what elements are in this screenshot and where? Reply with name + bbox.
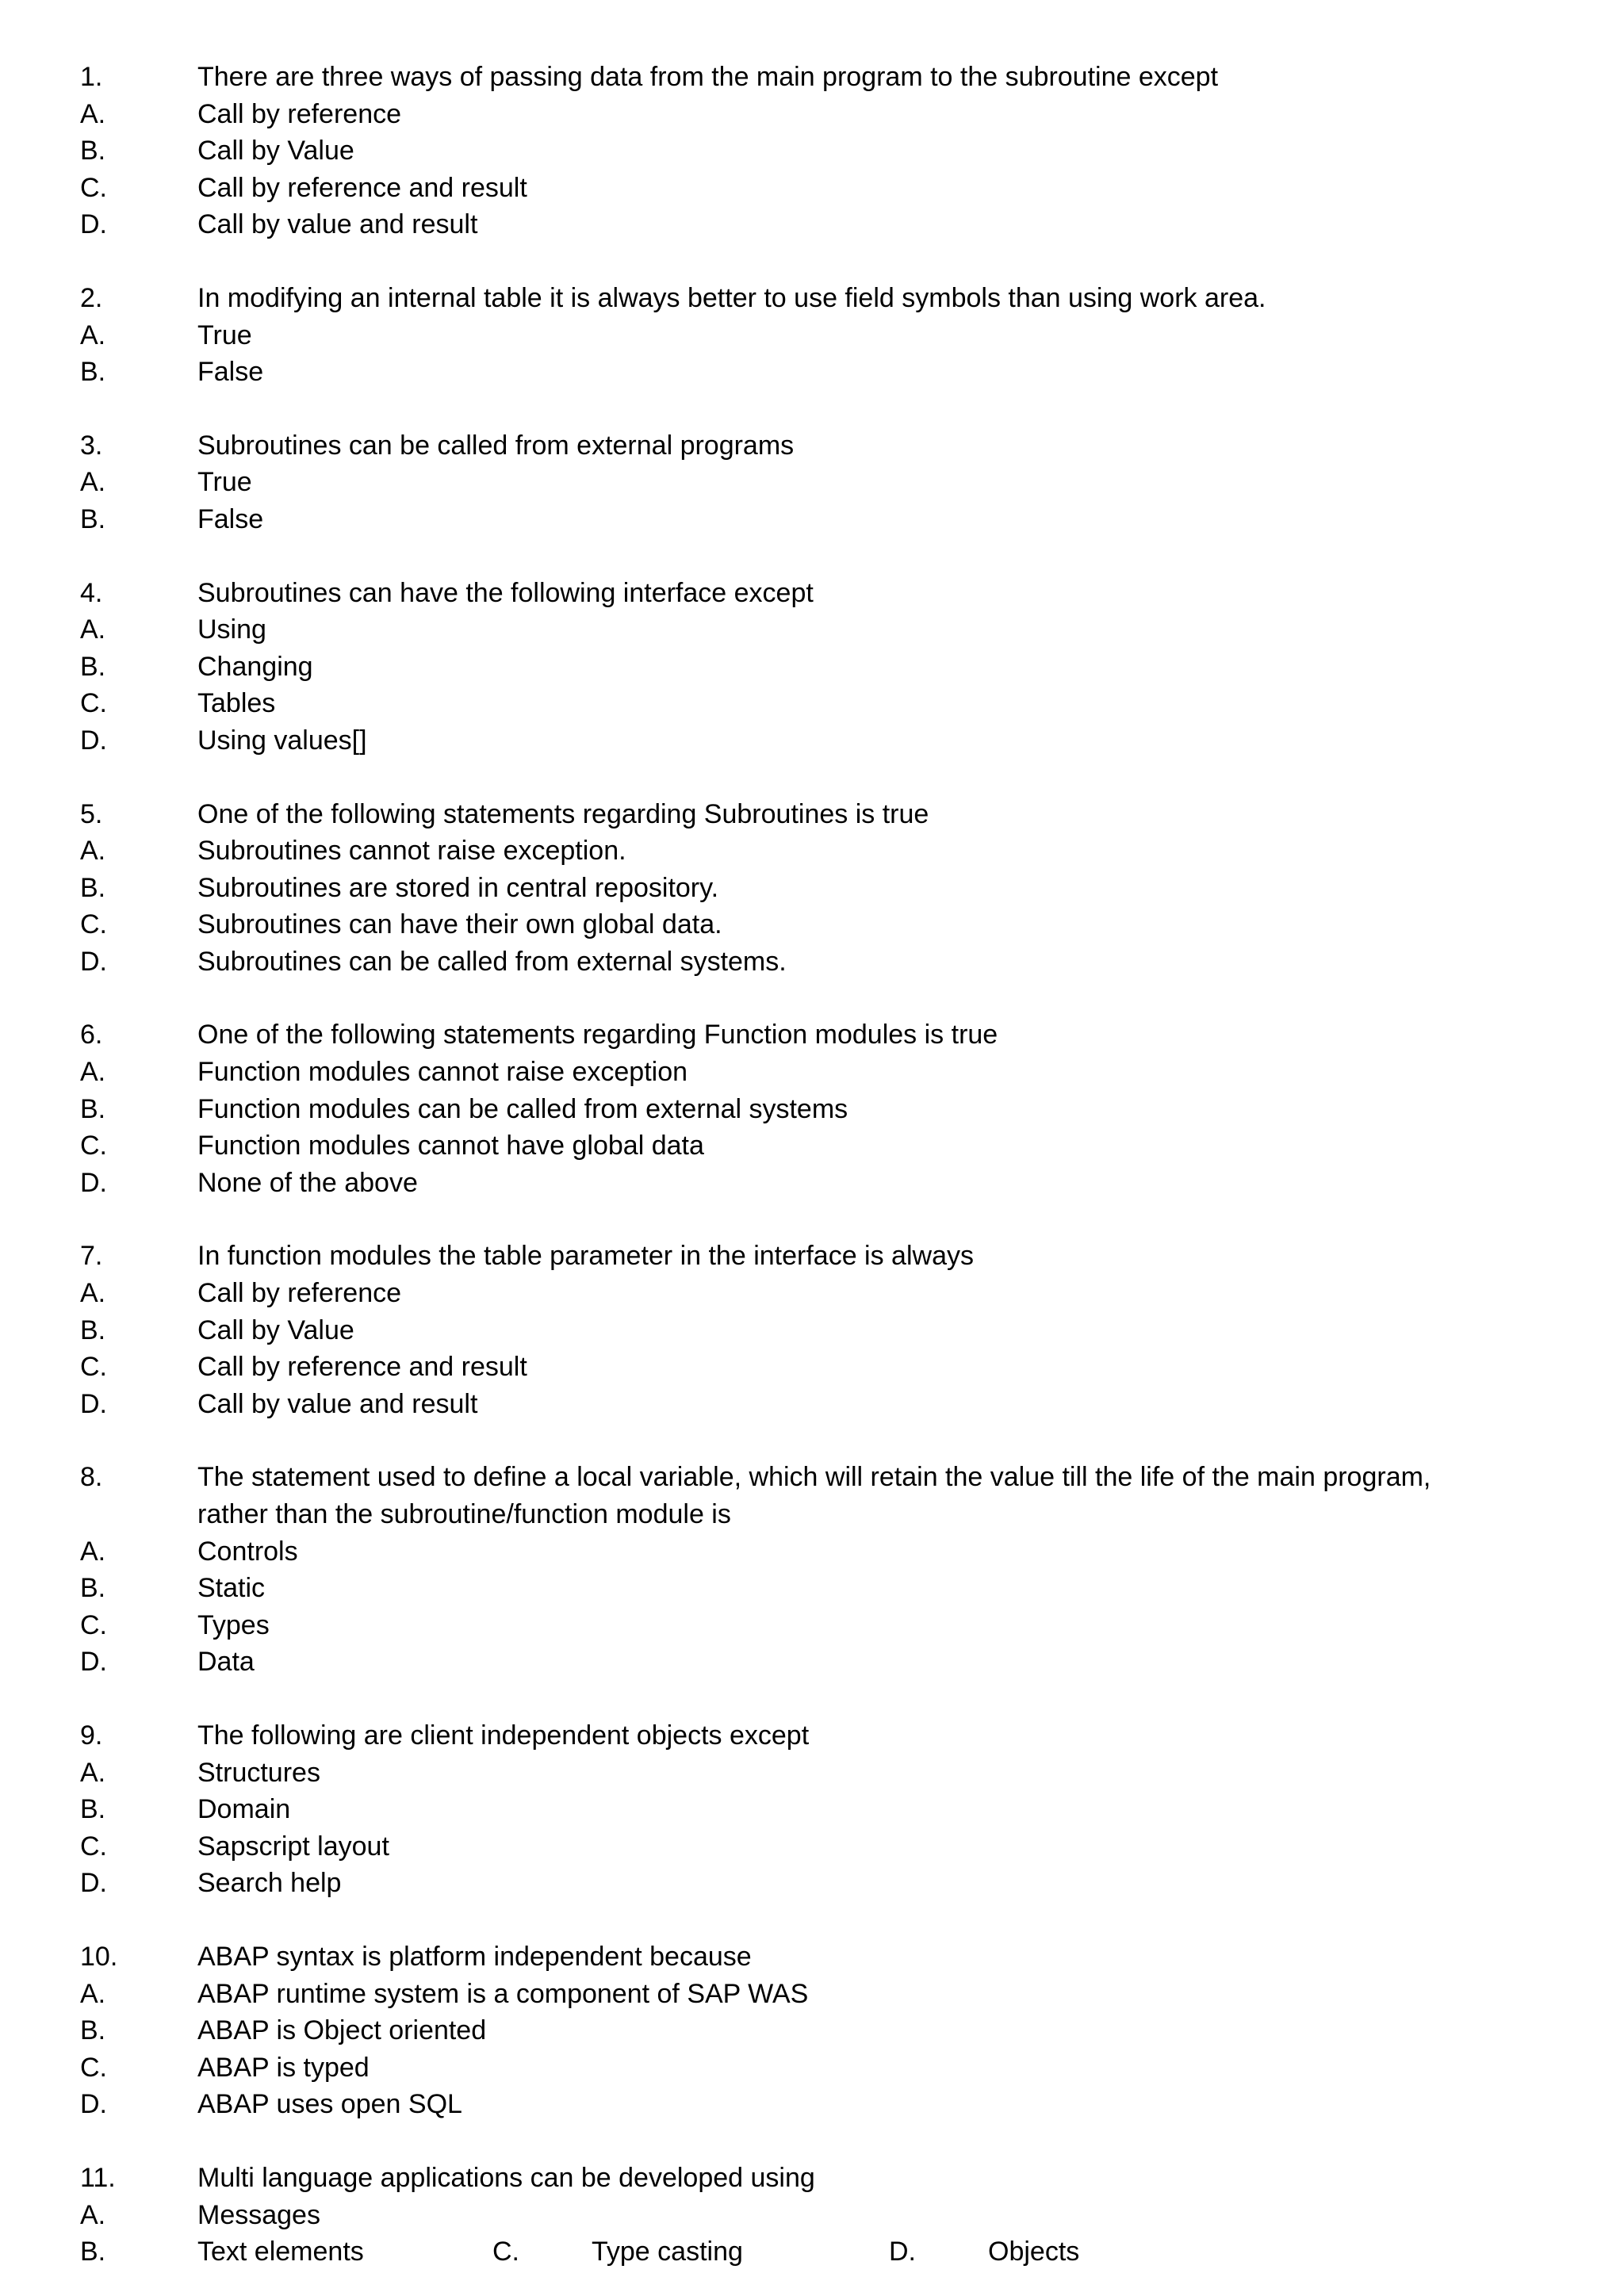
option-text: Static xyxy=(197,1573,266,1604)
option-text: Call by Value xyxy=(197,136,354,166)
option-d xyxy=(0,206,1624,243)
option-text: Call by reference xyxy=(197,1278,402,1309)
question-number: 11. xyxy=(80,2162,116,2193)
option-label: C. xyxy=(80,909,107,940)
option-text: Types xyxy=(197,1609,270,1640)
option-text: Subroutines can have their own global data. xyxy=(197,909,722,940)
option-b xyxy=(0,1091,1624,1128)
question-text: Subroutines can have the following interface except xyxy=(197,577,814,608)
option-label: A. xyxy=(80,1978,106,2009)
option-a xyxy=(0,1755,1624,1792)
option-text: Tables xyxy=(197,688,276,719)
option-a xyxy=(0,611,1624,649)
option-c xyxy=(0,1349,1624,1386)
question-text: The following are client independent objects except xyxy=(197,1720,810,1751)
option-label: C. xyxy=(80,1131,107,1161)
option-label: A. xyxy=(80,2199,106,2230)
option-text: Function modules cannot have global data xyxy=(197,1131,704,1161)
option-text: Sapscript layout xyxy=(197,1831,389,1862)
question-stem xyxy=(0,796,1624,833)
option-a xyxy=(0,2197,1624,2234)
option-label: A. xyxy=(80,467,106,498)
question-number: 3. xyxy=(80,430,103,461)
question-number: 4. xyxy=(80,577,103,608)
question-stem xyxy=(0,280,1624,317)
question-text: There are three ways of passing data from the main program to the subroutine except xyxy=(197,62,1219,92)
option-b xyxy=(0,1312,1624,1349)
question-text: One of the following statements regarding Subroutines is true xyxy=(197,798,929,829)
option-text: True xyxy=(197,320,252,350)
option-text: Call by reference xyxy=(197,98,402,129)
option-d xyxy=(0,1644,1624,1681)
question-stem xyxy=(0,1717,1624,1755)
option-label: C. xyxy=(80,172,107,203)
option-text: Domain xyxy=(197,1794,291,1825)
option-c xyxy=(0,1127,1624,1165)
option-d xyxy=(0,2086,1624,2123)
option-label: B. xyxy=(80,1093,106,1124)
option-text: Call by Value xyxy=(197,1314,354,1345)
option-b xyxy=(0,649,1624,686)
question-number: 5. xyxy=(80,798,103,829)
option-c xyxy=(0,2049,1624,2087)
option-c xyxy=(0,1828,1624,1866)
option-a xyxy=(0,1976,1624,2013)
question-number: 1. xyxy=(80,62,103,92)
option-text: Data xyxy=(197,1647,255,1678)
option-label: D. xyxy=(80,946,107,977)
question-stem xyxy=(0,1238,1624,1275)
option-label: B. xyxy=(80,2237,106,2267)
question-7 xyxy=(0,1238,1624,1422)
question-stem xyxy=(0,1938,1624,1976)
option-c xyxy=(0,1607,1624,1644)
option-b xyxy=(0,132,1624,170)
option-c-label: C. xyxy=(492,2237,519,2267)
option-label: B. xyxy=(80,1314,106,1345)
option-b xyxy=(0,870,1624,907)
question-stem xyxy=(0,59,1624,96)
option-text: Call by value and result xyxy=(197,209,478,240)
option-label: B. xyxy=(80,1794,106,1825)
option-text: Using values[] xyxy=(197,725,367,756)
option-label: D. xyxy=(80,1388,107,1419)
option-text: Subroutines can be called from external systems. xyxy=(197,946,787,977)
option-label: B. xyxy=(80,872,106,903)
option-label: A. xyxy=(80,1057,106,1088)
question-4 xyxy=(0,575,1624,760)
question-stem xyxy=(0,427,1624,465)
option-d-label: D. xyxy=(889,2237,916,2267)
option-text: Controls xyxy=(197,1536,298,1567)
option-label: B. xyxy=(80,357,106,388)
option-d xyxy=(0,943,1624,981)
option-label: D. xyxy=(80,1868,107,1899)
option-label: C. xyxy=(80,2052,107,2083)
question-text: Subroutines can be called from external programs xyxy=(197,430,795,461)
question-5 xyxy=(0,796,1624,981)
option-b-text: Text elements xyxy=(197,2237,364,2267)
option-label: A. xyxy=(80,1757,106,1788)
option-a xyxy=(0,832,1624,870)
option-label: B. xyxy=(80,503,106,534)
option-text: Using xyxy=(197,614,266,645)
option-label: A. xyxy=(80,1278,106,1309)
option-c xyxy=(0,170,1624,207)
option-label: B. xyxy=(80,1573,106,1604)
option-label: C. xyxy=(80,1352,107,1383)
question-text: Multi language applications can be developed using xyxy=(197,2162,815,2193)
option-a xyxy=(0,1533,1624,1571)
option-label: D. xyxy=(80,2089,107,2120)
question-stem xyxy=(0,2160,1624,2197)
option-label: B. xyxy=(80,136,106,166)
option-text: None of the above xyxy=(197,1167,418,1198)
option-text: Function modules cannot raise exception xyxy=(197,1057,688,1088)
option-label: D. xyxy=(80,1647,107,1678)
option-c xyxy=(0,906,1624,943)
option-label: C. xyxy=(80,688,107,719)
question-11 xyxy=(0,2160,1624,2271)
option-a xyxy=(0,1054,1624,1091)
option-label: B. xyxy=(80,2015,106,2046)
option-b xyxy=(0,1570,1624,1607)
option-text: Call by reference and result xyxy=(197,1352,527,1383)
question-number: 10. xyxy=(80,1941,118,1972)
option-text: Call by value and result xyxy=(197,1388,478,1419)
option-text: Search help xyxy=(197,1868,342,1899)
option-d xyxy=(0,722,1624,760)
question-number: 9. xyxy=(80,1720,103,1751)
option-text: True xyxy=(197,467,252,498)
option-text: Structures xyxy=(197,1757,320,1788)
question-6 xyxy=(0,1016,1624,1201)
option-text: Messages xyxy=(197,2199,320,2230)
question-text: ABAP syntax is platform independent because xyxy=(197,1941,752,1972)
option-text: ABAP runtime system is a component of SAP WAS xyxy=(197,1978,809,2009)
option-label: B. xyxy=(80,651,106,682)
option-d xyxy=(0,1386,1624,1423)
option-label: A. xyxy=(80,98,106,129)
option-text: Changing xyxy=(197,651,313,682)
question-text: In function modules the table parameter in the interface is always xyxy=(197,1241,974,1272)
question-stem xyxy=(0,1016,1624,1054)
option-text: Function modules can be called from external systems xyxy=(197,1093,848,1124)
question-text: In modifying an internal table it is always better to use field symbols than using work area. xyxy=(197,282,1266,313)
question-text: One of the following statements regarding Function modules is true xyxy=(197,1020,998,1050)
question-10 xyxy=(0,1938,1624,2123)
question-9 xyxy=(0,1717,1624,1902)
option-a xyxy=(0,96,1624,133)
option-label: A. xyxy=(80,1536,106,1567)
option-text: Subroutines cannot raise exception. xyxy=(197,836,626,867)
question-2 xyxy=(0,280,1624,391)
option-b xyxy=(0,354,1624,391)
option-label: A. xyxy=(80,614,106,645)
option-d xyxy=(0,1865,1624,1902)
options-row-bcd xyxy=(0,2233,1624,2271)
option-b xyxy=(0,2012,1624,2049)
question-stem xyxy=(0,1459,1624,1496)
question-3 xyxy=(0,427,1624,538)
question-stem-continued xyxy=(0,1496,1624,1533)
option-label: C. xyxy=(80,1831,107,1862)
option-a xyxy=(0,1275,1624,1312)
option-label: D. xyxy=(80,725,107,756)
option-label: C. xyxy=(80,1609,107,1640)
question-8 xyxy=(0,1459,1624,1681)
option-a xyxy=(0,317,1624,354)
question-1 xyxy=(0,59,1624,243)
option-b xyxy=(0,1791,1624,1828)
question-number: 8. xyxy=(80,1462,103,1493)
option-text: Subroutines are stored in central repository. xyxy=(197,872,719,903)
option-label: D. xyxy=(80,1167,107,1198)
question-number: 7. xyxy=(80,1241,103,1272)
option-text: Call by reference and result xyxy=(197,172,527,203)
question-stem xyxy=(0,575,1624,612)
option-text: ABAP uses open SQL xyxy=(197,2089,462,2120)
option-c xyxy=(0,685,1624,722)
question-text-line-2: rather than the subroutine/function module is xyxy=(197,1499,731,1529)
question-number: 2. xyxy=(80,282,103,313)
option-d-text: Objects xyxy=(988,2237,1080,2267)
option-c-text: Type casting xyxy=(592,2237,743,2267)
question-text-line-1: The statement used to define a local variable, which will retain the value till the life of the main program, xyxy=(197,1462,1431,1493)
option-label: D. xyxy=(80,209,107,240)
question-number: 6. xyxy=(80,1020,103,1050)
option-text: ABAP is Object oriented xyxy=(197,2015,487,2046)
option-label: A. xyxy=(80,320,106,350)
option-label: A. xyxy=(80,836,106,867)
option-d xyxy=(0,1165,1624,1202)
option-text: ABAP is typed xyxy=(197,2052,370,2083)
option-text: False xyxy=(197,357,264,388)
option-b xyxy=(0,501,1624,538)
option-a xyxy=(0,464,1624,501)
option-text: False xyxy=(197,503,264,534)
